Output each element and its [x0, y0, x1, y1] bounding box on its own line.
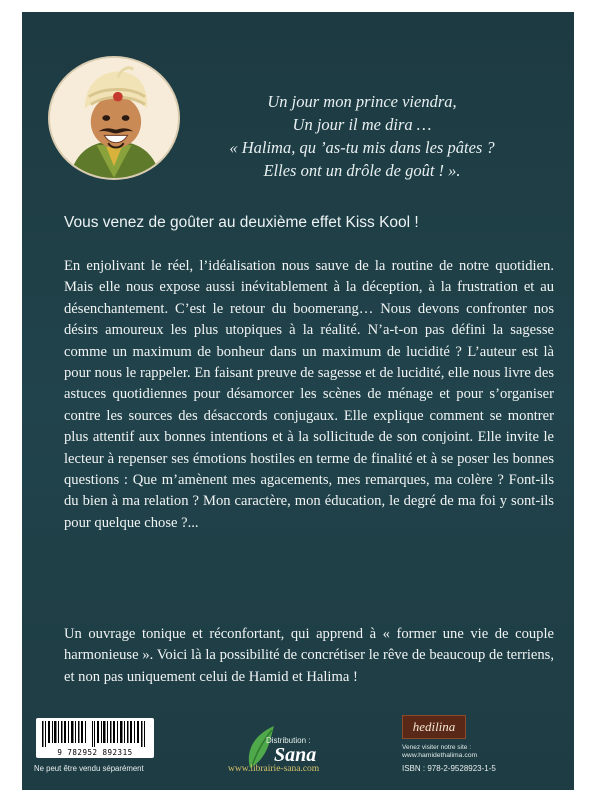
- poem-line: Un jour il me dira …: [292, 115, 432, 134]
- distributor-url: www.librairie-sana.com: [228, 764, 320, 774]
- paragraph-text: Un ouvrage tonique et réconfortant, qui apprend à « former une vie de couple harmonieuse ». Voici là la possibilité de concrétiser le rêve de beaucoup de terriens, et non pas uniquement celui de Hamid et Halima !: [64, 626, 554, 685]
- barcode: [36, 718, 154, 758]
- book-back-cover: [22, 12, 574, 790]
- blurb-paragraph-2: [64, 624, 554, 688]
- poem-line: « Halima, qu ’as-tu mis dans les pâtes ?: [229, 138, 495, 157]
- isbn-number: ISBN : 978-2-9528923-1-5: [402, 764, 496, 773]
- distributor-name: Sana: [274, 744, 317, 766]
- visit-site-label: Venez visiter notre site :: [402, 744, 472, 751]
- barcode-number: 9 782952 892315: [57, 748, 133, 757]
- paragraph-text: En enjolivant le réel, l’idéalisation nous sauve de la routine de notre quotidien. Mais elle nous expose aussi inévitablement à la déception, à la frustration et au désenchantement. C’est le retour du boomerang… Nous devons confronter nos désirs amoureux les plus utopiques à la réalité. N’a-t-on pas défini la sagesse comme un maximum de bonheur dans un maximum de lucidité ? L’auteur est là pour nous le rappeler. En faisant preuve de sagesse et de lucidité, elle nous livre des astuces quotidiennes pour désamorcer les scènes de ménage et pour s’organiser contre les sources des désaccords conjugaux. Elle explique comment se montrer plus attentif aux bonnes intentions et à la sollicitude de son conjoint. Elle invite le lecteur à repenser ses émotions hostiles en terme de finalité et à se poser les bonnes questions : Que m’amènent mes agacements, mes remarques, ma colère ? Font-ils du bien à ma relation ? Mon caractère, mon éducation, le degré de ma foi y sont-ils pour quelque chose ?...: [64, 258, 554, 531]
- distribution-label: Distribution :: [266, 736, 311, 745]
- cartoon-prince-icon: [50, 58, 178, 178]
- publisher-url: www.hamidethalima.com: [402, 752, 478, 759]
- prince-portrait-illustration: [48, 56, 180, 180]
- blurb-paragraph-1: [64, 256, 554, 534]
- poem-line: Un jour mon prince viendra,: [267, 92, 457, 111]
- hedilina-publisher-logo: hedilina: [402, 715, 466, 739]
- poem-excerpt: [182, 90, 542, 182]
- not-sold-separately-notice: Ne peut être vendu séparément: [34, 764, 144, 773]
- poem-line: Elles ont un drôle de goût ! ».: [263, 161, 461, 180]
- barcode-icon: [36, 718, 154, 748]
- headline: Vous venez de goûter au deuxième effet Kiss Kool !: [64, 214, 419, 231]
